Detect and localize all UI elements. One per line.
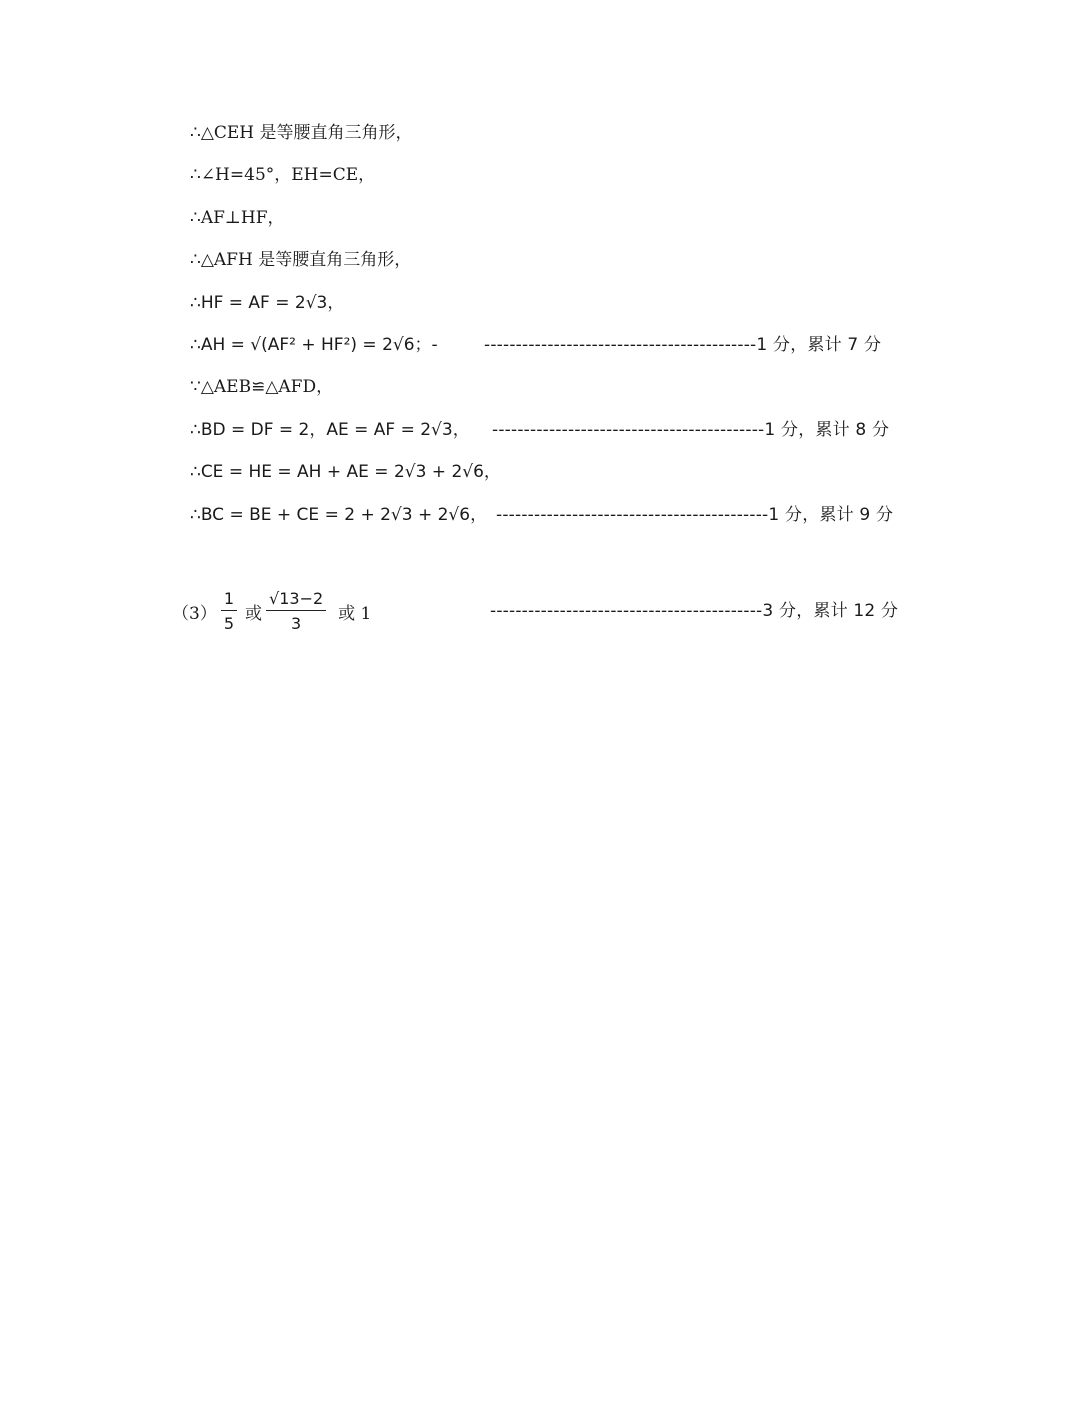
solution-line-5 [190,285,344,315]
line-text: ∴△CEH 是等腰直角三角形， [190,122,413,143]
score-note-7 [484,327,881,357]
solution-line-10 [190,497,487,527]
fraction-numerator: √13−2 [266,589,326,611]
line-text: ∴BD = DF = 2，AE = AF = 2√3， [190,419,470,440]
line-text: ∵△AEB≌△AFD， [190,376,334,397]
part3-answer [172,583,371,639]
part3-label: （3） [172,603,217,624]
solution-line-7 [190,369,333,399]
line-text: ∴AF⊥HF， [190,207,285,228]
line-text: ∴CE = HE = AH + AE = 2√3 + 2√6， [190,461,501,482]
solution-line-3 [190,200,285,230]
line-text: ∴∠H=45°，EH=CE， [190,164,376,185]
or-one-text: 或 1 [338,603,372,624]
fraction-numerator: 1 [221,589,237,611]
fraction-denominator: 3 [290,614,302,633]
score-text: -------------------------------------------3 分，累计 12 分 [490,600,899,621]
line-text: ∴BC = BE + CE = 2 + 2√3 + 2√6， [190,504,488,525]
solution-line-9 [190,454,501,484]
line-text: ∴△AFH 是等腰直角三角形， [190,249,412,270]
solution-line-8 [190,412,470,442]
line-text: ∴HF = AF = 2√3， [190,292,345,313]
fraction-denominator: 5 [223,614,235,633]
solution-line-4 [190,242,411,272]
score-note-8 [492,412,889,442]
solution-line-6 [190,327,438,357]
line-text: ∴AH = √(AF² + HF²) = 2√6；- [190,334,438,355]
score-text: -------------------------------------------1 分，累计 7 分 [484,334,882,355]
or-text: 或 [245,603,263,624]
score-text: -------------------------------------------1 分，累计 8 分 [492,419,890,440]
score-note-9 [496,497,893,527]
score-note-12 [490,593,898,623]
score-text: -------------------------------------------1 分，累计 9 分 [496,504,894,525]
fraction-one-fifth [221,589,237,633]
solution-line-1 [190,115,413,145]
solution-line-2 [190,157,375,187]
fraction-sqrt13 [266,589,326,633]
